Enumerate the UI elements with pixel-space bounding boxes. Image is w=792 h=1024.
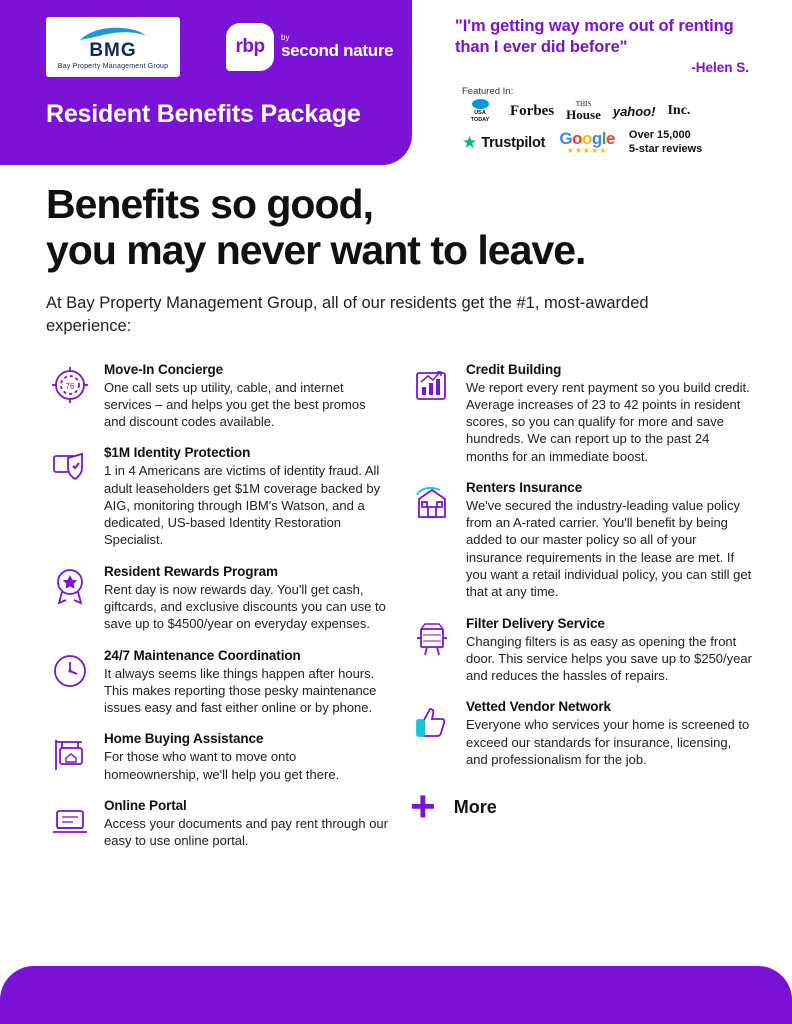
usa-today-dot-icon <box>472 99 489 109</box>
filter-box-icon <box>408 615 456 661</box>
sub-headline: At Bay Property Management Group, all of our residents get the #1, most-awarded experience: <box>46 293 649 336</box>
page-header <box>0 0 792 165</box>
svg-text:76: 76 <box>65 381 75 391</box>
usa-today-line1: USA <box>474 110 486 116</box>
quote-author: -Helen S. <box>691 60 749 76</box>
benefit-title: $1M Identity Protection <box>104 445 251 461</box>
page-footer <box>0 966 792 1024</box>
trust-badges-row <box>462 129 752 157</box>
benefit-filter-delivery <box>408 615 752 685</box>
benefit-title: Move-In Concierge <box>104 361 224 377</box>
benefit-home-buying-assistance <box>46 730 390 783</box>
benefit-description: Access your documents and pay rent through our easy to use online portal. <box>104 816 388 849</box>
benefit-title: Resident Rewards Program <box>104 563 278 579</box>
benefit-title: Online Portal <box>104 798 187 813</box>
benefit-description: Changing filters is as easy as opening the front door. This service helps you save up to $250/year and reduces the hassles of repairs. <box>466 633 752 684</box>
benefit-identity-protection <box>46 444 390 548</box>
second-nature-by: by <box>281 32 290 42</box>
benefit-text <box>104 797 390 850</box>
benefit-maintenance-coordination <box>46 647 390 717</box>
quote-text: "I'm getting way more out of renting than I ever did before" <box>455 17 734 57</box>
clock-icon <box>46 647 94 693</box>
benefit-text <box>466 479 752 601</box>
benefit-description: We've secured the industry-leading value policy from an A-rated carrier. You'll benefit by being added to our master policy so all of your insurance requirements in the lease are met. If you want a retail individual policy, you can still get that at any time. <box>466 497 752 600</box>
testimonial-quote <box>455 16 755 75</box>
bar-chart-up-icon <box>408 361 456 407</box>
more-label: More <box>453 797 497 818</box>
benefit-resident-rewards <box>46 563 390 633</box>
plus-icon: + <box>410 782 436 832</box>
logos-row <box>0 14 412 80</box>
benefits-column-right <box>408 361 752 864</box>
benefit-title: Credit Building <box>466 361 562 377</box>
benefit-title: Home Buying Assistance <box>104 731 264 747</box>
benefit-text <box>104 444 390 548</box>
benefit-text <box>104 730 390 783</box>
benefits-columns <box>46 361 752 864</box>
shield-lock-icon <box>46 444 94 490</box>
this-old-house-logo <box>566 101 601 121</box>
trustpilot-logo <box>462 134 545 151</box>
bmg-logo-name: BMG <box>89 40 137 61</box>
page-title: Resident Benefits Package <box>46 100 361 128</box>
benefit-credit-building <box>408 361 752 465</box>
benefit-renters-insurance <box>408 479 752 601</box>
benefit-text <box>466 361 752 465</box>
benefit-description: Rent day is now rewards day. You'll get cash, giftcards, and exclusive discounts you can use to save up to $4500/year on everyday expenses. <box>104 581 386 632</box>
benefit-text <box>104 361 390 431</box>
rbp-logo <box>226 23 393 71</box>
reviews-line2: 5-star reviews <box>628 142 703 155</box>
trustpilot-star-icon: ★ <box>462 133 478 153</box>
second-nature-name: second nature <box>281 41 394 61</box>
yahoo-logo: yahoo! <box>612 103 656 119</box>
bmg-logo-subtitle: Bay Property Management Group <box>57 63 169 70</box>
headline-line-2: you may never want to leave. <box>46 227 586 274</box>
benefit-title: Filter Delivery Service <box>466 615 605 631</box>
featured-in-label: Featured In: <box>462 86 514 97</box>
this-old-house-line1: THIS <box>575 100 592 108</box>
benefits-column-left <box>46 361 390 864</box>
concierge-bell-icon <box>46 361 94 407</box>
usa-today-logo <box>462 99 498 123</box>
benefit-online-portal <box>46 797 390 850</box>
benefit-text <box>466 615 752 685</box>
benefit-description: We report every rent payment so you build credit. Average increases of 23 to 42 points in resident scores, so you can qualify for more and save hundreds. We can report up to the past 24 months for an immediate boost. <box>466 379 750 464</box>
benefit-description: It always seems like things happen after hours. This makes reporting those pesky maintenance issues easy and fast either online or by phone. <box>104 665 377 716</box>
benefit-vetted-vendor-network <box>408 698 752 768</box>
benefit-move-in-concierge <box>46 361 390 431</box>
more-benefits-row <box>410 782 752 832</box>
benefit-title: 24/7 Maintenance Coordination <box>104 647 301 663</box>
rbp-badge-icon <box>226 23 274 71</box>
benefit-text <box>104 647 390 717</box>
headline-line-1: Benefits so good, <box>46 181 373 227</box>
trustpilot-label: Trustpilot <box>481 134 546 151</box>
second-nature-wordmark <box>281 34 393 60</box>
benefit-description: One call sets up utility, cable, and internet services – and helps you get the best promos and discount codes available. <box>104 379 366 430</box>
benefit-title: Vetted Vendor Network <box>466 699 611 715</box>
google-wordmark: Google <box>559 129 615 149</box>
featured-logos-row <box>462 99 752 123</box>
bmg-logo <box>46 17 180 77</box>
this-old-house-line2: House <box>566 107 601 122</box>
rbp-badge-label: rbp <box>235 36 265 57</box>
inc-logo: Inc. <box>667 103 691 118</box>
benefit-description: 1 in 4 Americans are victims of identity fraud. All adult leaseholders get $1M coverage backed by AIG, monitoring through IBM's Watson, and a dedicated, US-based Identity Restoration Specialist. <box>104 463 381 548</box>
benefit-description: For those who want to move onto homeownership, we'll help you get there. <box>104 749 340 782</box>
award-ribbon-icon <box>46 563 94 609</box>
benefit-description: Everyone who services your home is screened to exceed our standards for insurance, licensing, and professionalism for the job. <box>466 717 750 767</box>
google-stars-icon: ★★★★★ <box>566 146 608 156</box>
laptop-icon <box>46 797 94 843</box>
thumbs-up-icon <box>408 698 456 744</box>
bmg-swoosh-icon <box>78 26 148 43</box>
usa-today-line2: TODAY <box>470 117 490 123</box>
reviews-line1: Over 15,000 <box>628 129 691 141</box>
benefit-title: Renters Insurance <box>466 479 583 495</box>
google-logo <box>559 130 615 155</box>
forbes-logo: Forbes <box>510 102 555 119</box>
for-sale-sign-icon <box>46 730 94 776</box>
benefit-text <box>466 698 752 768</box>
main-headline <box>46 181 792 274</box>
house-umbrella-icon <box>408 479 456 525</box>
benefit-text <box>104 563 390 633</box>
reviews-count <box>629 129 702 157</box>
